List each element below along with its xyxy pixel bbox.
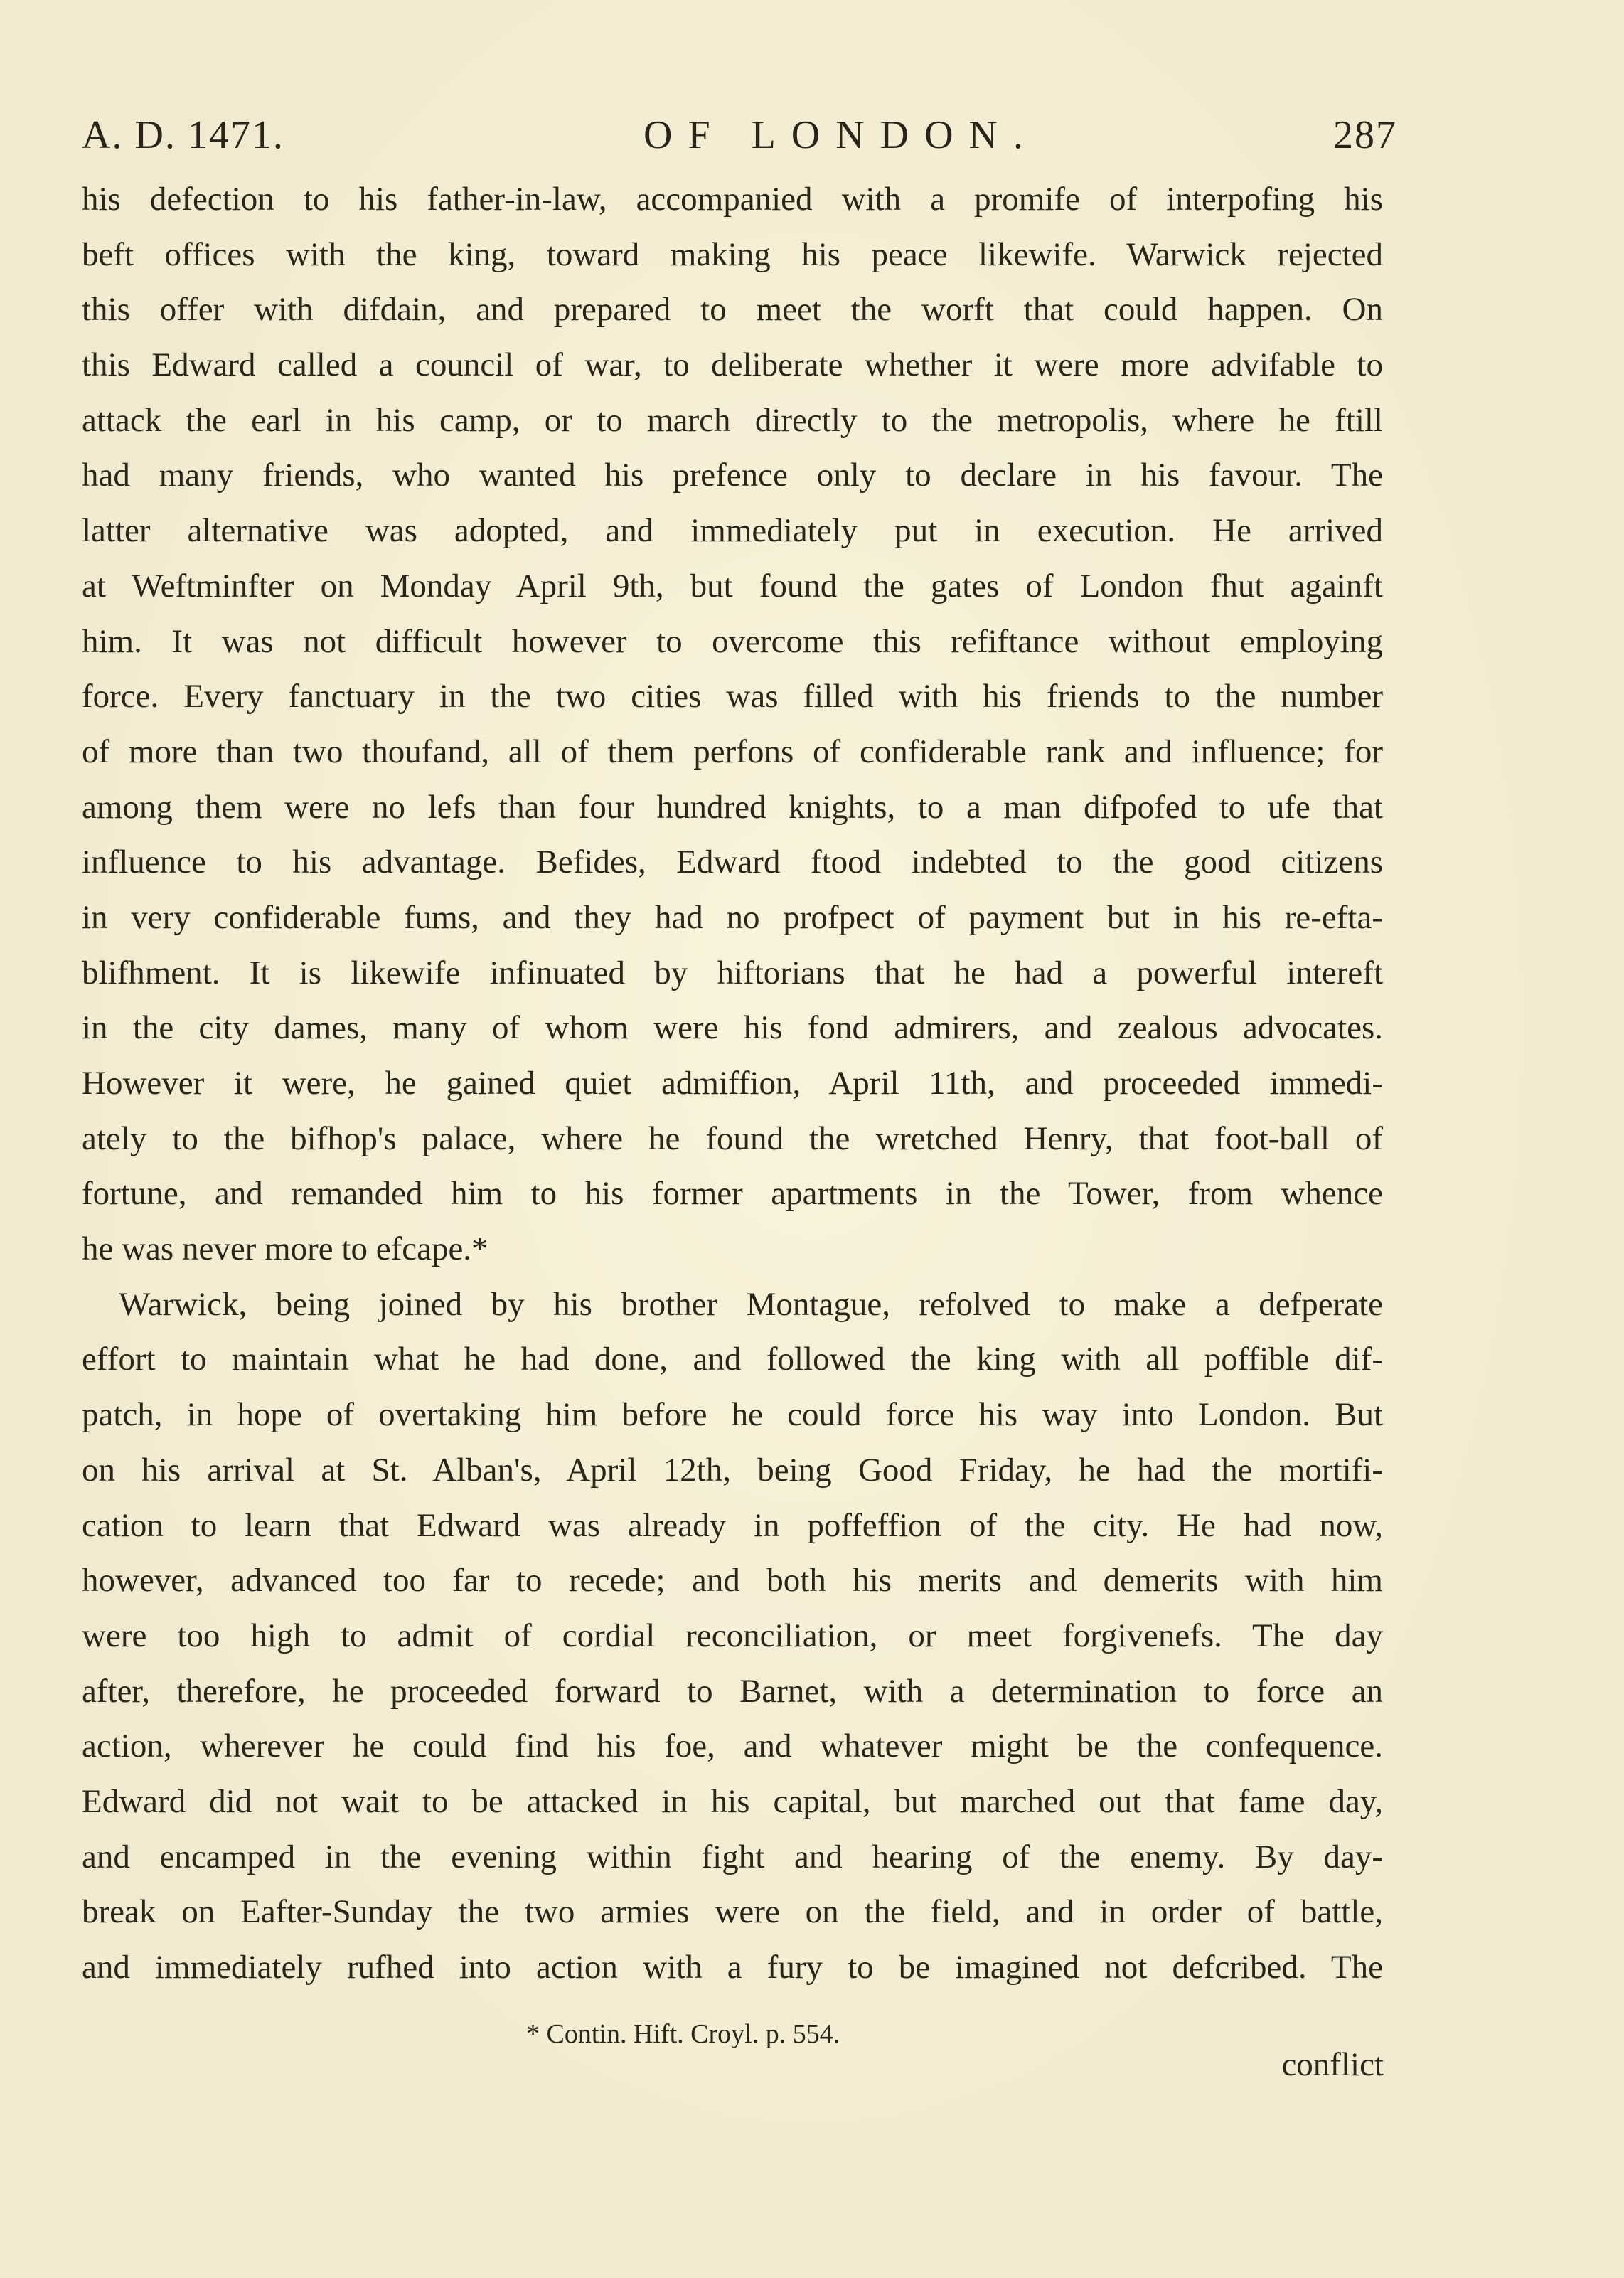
running-head bbox=[82, 107, 1397, 164]
text-line: in very confiderable fums, and they had no profpect of payment but in his re-efta- bbox=[82, 898, 1383, 936]
paragraph-start-line: Warwick, being joined by his brother Montague, refolved to make a defperate bbox=[119, 1285, 1383, 1323]
body-text bbox=[82, 172, 1383, 1996]
text-line: this Edward called a council of war, to deliberate whether it were more advifable to bbox=[82, 346, 1383, 384]
header-year: A. D. 1471. bbox=[82, 113, 284, 157]
paragraph-end-line: he was never more to efcape.* bbox=[82, 1230, 488, 1268]
text-line: him. It was not difficult however to overcome this refiftance without employing bbox=[82, 622, 1383, 660]
text-line: beft offices with the king, toward making his peace likewife. Warwick rejected bbox=[82, 235, 1383, 273]
text-line: this offer with difdain, and prepared to meet the worft that could happen. On bbox=[82, 291, 1383, 329]
text-line: at Weftminfter on Monday April 9th, but found the gates of London fhut againft bbox=[82, 567, 1383, 605]
text-line: on his arrival at St. Alban's, April 12th, being Good Friday, he had the mortifi- bbox=[82, 1451, 1383, 1489]
page-number: 287 bbox=[1333, 113, 1397, 157]
catchword: conflict bbox=[1281, 2046, 1384, 2083]
text-line: had many friends, who wanted his prefence only to declare in his favour. The bbox=[82, 457, 1383, 494]
text-line: cation to learn that Edward was already in poffeffion of the city. He had now, bbox=[82, 1506, 1383, 1544]
text-line: action, wherever he could find his foe, and whatever might be the confequence. bbox=[82, 1728, 1383, 1765]
text-line: latter alternative was adopted, and immediately put in execution. He arrived bbox=[82, 512, 1383, 550]
text-line: and immediately rufhed into action with a fury to be imagined not defcribed. The bbox=[82, 1949, 1383, 1986]
header-title: OF LONDON. bbox=[643, 113, 1039, 157]
text-line: his defection to his father-in-law, accompanied with a promife of interpofing his bbox=[82, 181, 1383, 218]
text-line: blifhment. It is likewife infinuated by hiftorians that he had a powerful intereft bbox=[82, 954, 1383, 991]
text-line: in the city dames, many of whom were his fond admirers, and zealous advocates. bbox=[82, 1009, 1383, 1047]
text-line: and encamped in the evening within fight and hearing of the enemy. By day- bbox=[82, 1838, 1383, 1875]
text-line: after, therefore, he proceeded forward to Barnet, with a determination to force an bbox=[82, 1672, 1383, 1710]
text-line: attack the earl in his camp, or to march directly to the metropolis, where he ftill bbox=[82, 401, 1383, 439]
text-line: of more than two thoufand, all of them perfons of confiderable rank and influence; for bbox=[82, 733, 1383, 770]
text-line: however, advanced too far to recede; and both his merits and demerits with him bbox=[82, 1562, 1383, 1600]
text-line: Edward did not wait to be attacked in his capital, but marched out that fame day, bbox=[82, 1782, 1383, 1820]
text-line: ately to the bifhop's palace, where he found the wretched Henry, that foot-ball of bbox=[82, 1119, 1383, 1157]
text-line: were too high to admit of cordial reconciliation, or meet forgivenefs. The day bbox=[82, 1617, 1383, 1654]
text-line: influence to his advantage. Befides, Edward ftood indebted to the good citizens bbox=[82, 843, 1383, 881]
text-line: effort to maintain what he had done, and followed the king with all poffible dif- bbox=[82, 1341, 1383, 1378]
text-line: break on Eafter-Sunday the two armies were on the field, and in order of battle, bbox=[82, 1893, 1383, 1931]
text-line: However it were, he gained quiet admiffion, April 11th, and proceeded immedi- bbox=[82, 1065, 1383, 1102]
text-line: force. Every fanctuary in the two cities was filled with his friends to the number bbox=[82, 678, 1383, 715]
footnote: * Contin. Hift. Croyl. p. 554. bbox=[526, 2019, 840, 2049]
text-line: patch, in hope of overtaking him before he could force his way into London. But bbox=[82, 1396, 1383, 1434]
text-line: fortune, and remanded him to his former apartments in the Tower, from whence bbox=[82, 1175, 1383, 1213]
text-line: among them were no lefs than four hundred knights, to a man difpofed to ufe that bbox=[82, 788, 1383, 826]
